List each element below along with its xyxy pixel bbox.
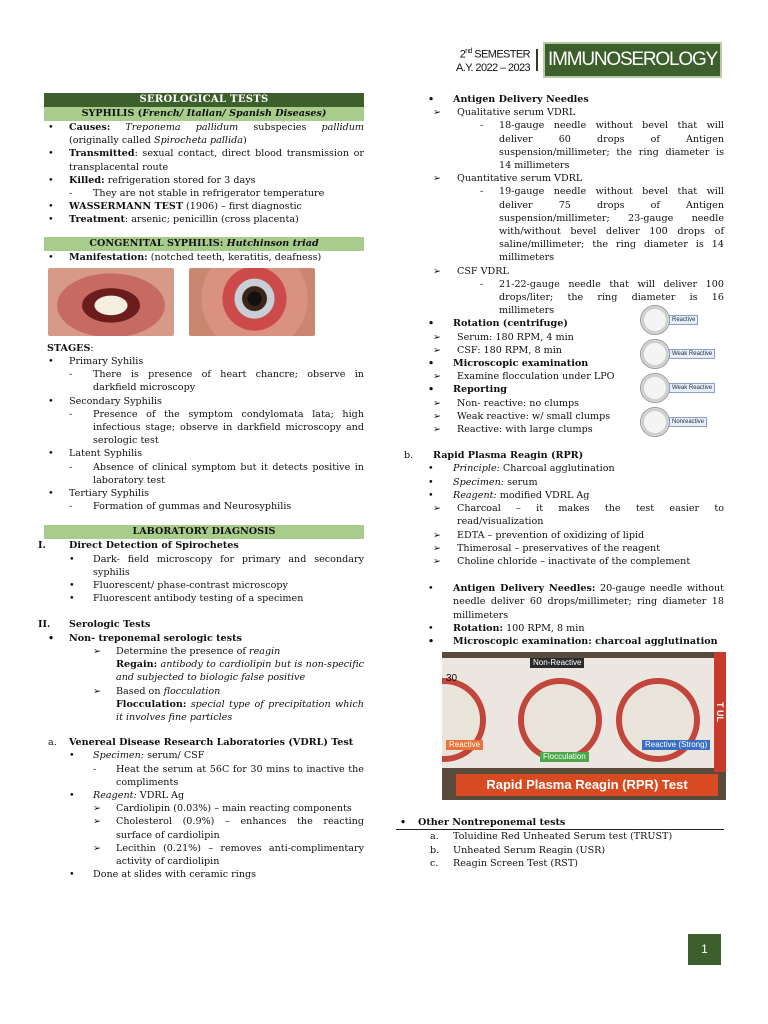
list-item-treatment: • Treatment: arsenic; penicillin (cross placenta) (48, 214, 299, 226)
list-item-determine: ➢ Determine the presence of reagin (93, 645, 281, 657)
reporting-item: ➢ Reactive: with large clumps (433, 424, 593, 436)
rpr-principle: • Principle: Charcoal agglutination (428, 463, 615, 475)
needle-detail: - 21-22-gauge needle that will deliver 100 drops/liter; the ring diameter is 16 millimeters (480, 278, 724, 317)
stages-heading: STAGES: (47, 342, 94, 354)
other-test-item: c. Reagin Screen Test (RST) (430, 857, 579, 869)
microscopic-item: ➢ Examine flocculation under LPO (433, 371, 615, 383)
stage-item: • Tertiary Syphilis (48, 488, 150, 500)
vdrl-heading: a. Venereal Disease Research Laboratories (VDRL) Test (48, 737, 354, 749)
stage-detail: - Presence of the symptom condylomata lata; high infectious stage; observe in darkfield microscopy and serologic test (69, 408, 364, 447)
notched-teeth-photo (48, 268, 174, 336)
list-subitem-heat: - Heat the serum at 56C for 30 mins to inactive the compliments (93, 763, 364, 788)
subject-banner: IMMUNOSEROLOGY (543, 42, 722, 78)
list-item-killed: • Killed: refrigeration stored for 3 days (48, 174, 256, 186)
dish-label: Nonreactive (669, 417, 707, 427)
direct-detection-heading: I. Direct Detection of Spirochetes (38, 540, 239, 552)
semester-line: 2nd SEMESTER (459, 48, 530, 61)
needle-type: ➢ Quantitative serum VDRL (433, 173, 583, 185)
rpr-rotation: • Rotation: 100 RPM, 8 min (428, 622, 585, 634)
reporting-heading: • Reporting (428, 384, 507, 396)
reaction-dish (640, 407, 705, 437)
dish-label: Weak Reactive (669, 383, 715, 393)
reporting-item: ➢ Non- reactive: no clumps (433, 397, 580, 409)
list-item-manifestation: • Manifestation: (notched teeth, keratitis, deafness) (48, 251, 322, 263)
rpr-reagent-item: ➢ EDTA – prevention of oxidizing of lipid (433, 529, 645, 541)
reagent-component: ➢ Cholesterol (0.9%) – enhances the reacting surface of cardiolipin (93, 816, 364, 841)
rpr-reagent: • Reagent: modified VDRL Ag (428, 489, 590, 501)
label-flocculation: Flocculation (540, 752, 589, 762)
rpr-test-photo (442, 652, 726, 800)
vdrl-reaction-images (640, 305, 730, 441)
stage-item: • Secondary Syphilis (48, 395, 162, 407)
list-item-specimen: • Specimen: serum/ CSF (69, 750, 205, 762)
rpr-antigen-needles: • Antigen Delivery Needles: 20-gauge needle without needle deliver 60 drops/millimeter; ring diameter 18 millimeters (428, 583, 724, 621)
nontrep-heading: • Non- treponemal serologic tests (48, 632, 242, 644)
label-reactive: Reactive (446, 740, 483, 750)
rotation-item: ➢ Serum: 180 RPM, 4 min (433, 331, 574, 343)
page-number: 1 (688, 934, 721, 965)
list-item-wasserman: • WASSERMANN TEST (1906) – first diagnostic (48, 201, 302, 213)
needle-type: ➢ CSF VDRL (433, 265, 509, 277)
reaction-dish (640, 339, 713, 369)
rpr-heading: b. Rapid Plasma Reagin (RPR) (404, 450, 584, 462)
rotation-item: ➢ CSF: 180 RPM, 8 min (433, 344, 562, 356)
other-test-item: b. Unheated Serum Reagin (USR) (430, 844, 606, 856)
rpr-reagent-item: ➢ Charcoal – it makes the test easier to read/visualization (433, 503, 724, 528)
stage-detail: - Absence of clinical symptom but it detects positive in laboratory test (69, 461, 364, 486)
list-item-slides: • Done at slides with ceramic rings (69, 869, 257, 881)
list-item-causes: • Causes: Treponema pallidum subspecies pallidum (originally called Spirocheta pallida) (48, 122, 364, 147)
dish-label: Reactive (669, 315, 698, 325)
stage-detail: - There is presence of heart chancre; observe in darkfield microscopy (69, 369, 364, 394)
reaction-dish (640, 373, 713, 403)
rpr-well (518, 678, 602, 762)
rpr-reagent-item: ➢ Choline chloride – inactivate of the complement (433, 555, 691, 567)
microscopic-heading: • Microscopic examination (428, 358, 589, 370)
academic-year: A.Y. 2022 – 2023 (456, 61, 530, 74)
card-side-label: T UL (714, 652, 726, 772)
rpr-photo-caption: Rapid Plasma Reagin (RPR) Test (456, 774, 718, 796)
card-number: 30 (446, 673, 458, 685)
manifestation-photos (48, 268, 364, 336)
section-title-serological: SEROLOGICAL TESTS (44, 93, 364, 107)
header-divider (536, 49, 538, 71)
stage-detail: - Formation of gummas and Neurosyphilis (69, 501, 292, 513)
right-column (400, 93, 725, 870)
rotation-heading: • Rotation (centrifuge) (428, 318, 568, 330)
needle-detail: - 19-gauge needle without bevel that will deliver 75 drops of Antigen suspension/millimeter; 23-gauge needle with/without bevel deliver 100 drops of saline/millimeter; the ring diameter is 14 millimeters (480, 186, 724, 264)
semester-info (456, 45, 530, 75)
page-header (456, 42, 722, 78)
list-item: • Fluorescent/ phase-contrast microscopy (69, 580, 288, 592)
flocculation-definition: Flocculation: special type of precipitation which it involves fine particles (116, 698, 364, 723)
list-item-reagent: • Reagent: VDRL Ag (69, 789, 185, 801)
left-column (38, 93, 364, 881)
regain-definition: Regain: antibody to cardiolipin but is non-specific and subjected to biologic false positive (116, 659, 364, 684)
stage-item: • Primary Syhilis (48, 356, 144, 368)
needle-detail: - 18-gauge needle without bevel that will deliver 60 drops of Antigen suspension/millimeter; the ring diameter is 14 millimeters (480, 120, 724, 172)
list-item-transmitted: • Transmitted: sexual contact, direct blood transmission or transplacental route (48, 148, 364, 173)
lab-diagnosis-heading: LABORATORY DIAGNOSIS (44, 525, 364, 539)
rpr-reagent-item: ➢ Thimerosal – preservatives of the reagent (433, 542, 661, 554)
syphilis-heading: SYPHILIS (French/ Italian/ Spanish Diseases) (44, 107, 364, 121)
reagent-component: ➢ Lecithin (0.21%) – removes anti-complimentary activity of cardiolipin (93, 842, 364, 867)
stage-item: • Latent Syphilis (48, 448, 143, 460)
reaction-dish (640, 305, 696, 335)
other-nontreponemal-heading: • Other Nontreponemal tests (396, 816, 724, 830)
reporting-item: ➢ Weak reactive: w/ small clumps (433, 410, 611, 422)
dish-label: Weak Reactive (669, 349, 715, 359)
serologic-tests-heading: II. Serologic Tests (38, 619, 151, 631)
congenital-syphilis-heading: CONGENITAL SYPHILIS: Hutchinson triad (44, 237, 364, 251)
list-item: • Dark- field microscopy for primary and secondary syphilis (69, 553, 364, 578)
needle-type: ➢ Qualitative serum VDRL (433, 107, 576, 119)
other-test-item: a. Toluidine Red Unheated Serum test (TRUST) (430, 831, 673, 843)
list-subitem-killed: - They are not stable in refrigerator temperature (69, 188, 325, 200)
label-reactive-strong: Reactive (Strong) (642, 740, 710, 750)
list-item-based-on: ➢ Based on flocculation (93, 685, 221, 697)
reagent-component: ➢ Cardiolipin (0.03%) – main reacting components (93, 803, 352, 815)
antigen-needles-heading: • Antigen Delivery Needles (428, 94, 589, 105)
list-item: • Fluorescent antibody testing of a specimen (69, 593, 304, 605)
rpr-microscopic: • Microscopic examination: charcoal agglutination (428, 635, 718, 647)
keratitis-eye-photo (189, 268, 315, 336)
label-non-reactive: Non-Reactive (530, 658, 584, 668)
rpr-specimen: • Specimen: serum (428, 476, 538, 488)
